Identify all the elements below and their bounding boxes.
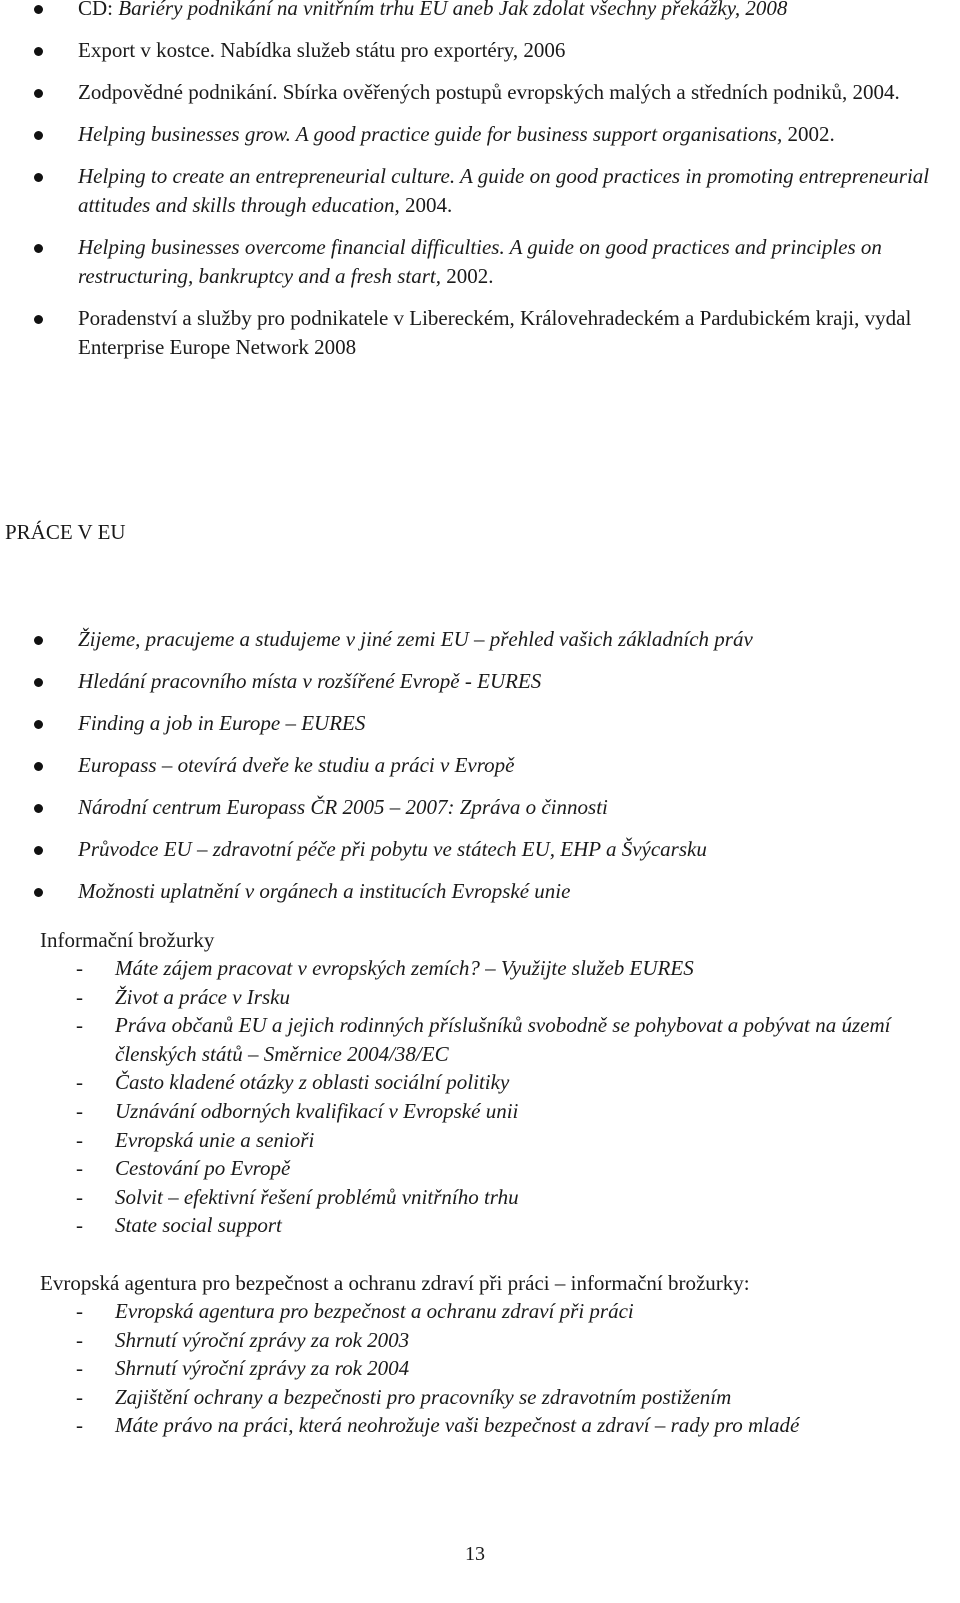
dash-marker: - <box>76 956 83 980</box>
dash-marker: - <box>76 1098 83 1123</box>
list-item-title: Europass – otevírá dveře ke studiu a práci v Evropě <box>78 753 515 777</box>
business-publications-list <box>0 0 940 375</box>
list-item-title: Shrnutí výroční zprávy za rok 2003 <box>115 1327 410 1352</box>
list-item-title: Máte zájem pracovat v evropských zemích? – Využijte služeb EURES <box>115 956 694 980</box>
list-item-year: 2002. <box>441 264 494 288</box>
list-item-year: 2004. <box>399 193 453 217</box>
list-item <box>0 0 940 23</box>
list-item <box>0 1326 945 1355</box>
bullet-icon <box>34 846 43 855</box>
list-item <box>0 983 945 1012</box>
list-item-title: Helping businesses grow. A good practice guide for business support organisations, <box>78 122 783 146</box>
list-item-title: Žijeme, pracujeme a studujeme v jiné zemi EU – přehled vašich základních práv <box>78 627 753 651</box>
dash-marker: - <box>76 1156 83 1181</box>
list-item <box>0 751 940 780</box>
list-item-title: Práva občanů EU a jejich rodinných příslušníků svobodně se pohybovat a pobývat na území členských států – Směrnice 2004/38/EC <box>115 1013 891 1066</box>
list-item <box>0 1097 945 1126</box>
bullet-icon <box>34 315 43 324</box>
list-item <box>0 304 940 362</box>
bullet-icon <box>34 762 43 771</box>
list-item-title: Finding a job in Europe – EURES <box>78 711 366 735</box>
list-item <box>0 625 940 654</box>
osha-brochures-list <box>0 1297 945 1440</box>
list-item-text: Zodpovědné podnikání. Sbírka ověřených postupů evropských malých a středních podniků, 2004. <box>78 80 900 104</box>
list-item <box>0 1354 945 1383</box>
bullet-icon <box>34 678 43 687</box>
dash-marker: - <box>76 1327 83 1352</box>
list-item-title: Uznávání odborných kvalifikací v Evropské unii <box>115 1098 519 1123</box>
info-brochures-list <box>0 954 945 1240</box>
bullet-icon <box>34 244 43 253</box>
list-item-title: Možnosti uplatnění v orgánech a institucích Evropské unie <box>78 879 571 903</box>
osha-brochures-heading: Evropská agentura pro bezpečnost a ochranu zdraví při práci – informační brožurky: <box>40 1271 750 1295</box>
list-item-title: State social support <box>115 1213 282 1238</box>
list-item <box>0 1068 945 1097</box>
bullet-icon <box>34 804 43 813</box>
list-item-title: Zajištění ochrany a bezpečnosti pro pracovníky se zdravotním postižením <box>115 1384 732 1409</box>
dash-marker: - <box>76 1413 83 1438</box>
list-item <box>0 877 940 906</box>
list-item-text: Poradenství a služby pro podnikatele v Libereckém, Královehradeckém a Pardubickém kraji, vydal Enterprise Europe Network 2008 <box>78 306 912 359</box>
list-item-title: Často kladené otázky z oblasti sociální politiky <box>115 1070 510 1095</box>
bullet-icon <box>34 89 43 98</box>
list-item <box>0 120 940 149</box>
list-item <box>0 667 940 696</box>
dash-marker: - <box>76 1070 83 1095</box>
page-number: 13 <box>465 1543 485 1565</box>
list-item-title: Průvodce EU – zdravotní péče při pobytu ve státech EU, EHP a Švýcarsku <box>78 837 707 861</box>
list-item-text: Export v kostce. Nabídka služeb státu pro exportéry, 2006 <box>78 38 566 62</box>
info-brochures-heading: Informační brožurky <box>40 928 215 952</box>
list-item <box>0 36 940 65</box>
dash-marker: - <box>76 1384 83 1409</box>
list-item <box>0 954 945 983</box>
list-item <box>0 1411 945 1440</box>
list-item-title: Hledání pracovního místa v rozšířené Evropě - EURES <box>78 669 542 693</box>
list-item <box>0 233 940 291</box>
dash-marker: - <box>76 1299 83 1323</box>
list-item <box>0 835 940 864</box>
list-item-title: Evropská agentura pro bezpečnost a ochranu zdraví při práci <box>115 1299 634 1323</box>
dash-marker: - <box>76 1356 83 1381</box>
list-item <box>0 78 940 107</box>
bullet-icon <box>34 47 43 56</box>
bullet-icon <box>34 636 43 645</box>
list-item-title: Cestování po Evropě <box>115 1156 291 1181</box>
list-item-title: Helping to create an entrepreneurial culture. A guide on good practices in promoting entrepreneurial attitudes and skills through education, <box>78 164 930 217</box>
list-item <box>0 1383 945 1412</box>
dash-marker: - <box>76 1013 83 1038</box>
bullet-icon <box>34 720 43 729</box>
section-heading: PRÁCE V EU <box>5 520 126 544</box>
bullet-icon <box>34 173 43 182</box>
list-item-title: Život a práce v Irsku <box>115 984 290 1009</box>
list-item-title: Solvit – efektivní řešení problémů vnitřního trhu <box>115 1184 519 1209</box>
list-item <box>0 1011 945 1068</box>
list-item-text: CD: <box>78 0 119 20</box>
list-item <box>0 1211 945 1240</box>
bullet-icon <box>34 5 43 14</box>
dash-marker: - <box>76 984 83 1009</box>
dash-marker: - <box>76 1213 83 1238</box>
work-in-eu-list <box>0 625 940 919</box>
list-item-title: Helping businesses overcome financial difficulties. A guide on good practices and principles on restructuring, bankruptcy and a fresh start, <box>78 235 882 288</box>
dash-marker: - <box>76 1127 83 1152</box>
list-item <box>0 162 940 220</box>
bullet-icon <box>34 131 43 140</box>
list-item-title: Máte právo na práci, která neohrožuje vaši bezpečnost a zdraví – rady pro mladé <box>115 1413 800 1438</box>
list-item <box>0 1126 945 1155</box>
list-item-title: Evropská unie a senioři <box>115 1127 315 1152</box>
list-item <box>0 709 940 738</box>
list-item <box>0 1297 945 1326</box>
dash-marker: - <box>76 1184 83 1209</box>
list-item-title: Shrnutí výroční zprávy za rok 2004 <box>115 1356 410 1381</box>
list-item <box>0 1183 945 1212</box>
list-item-year: 2002. <box>782 122 835 146</box>
list-item-title: Národní centrum Europass ČR 2005 – 2007: Zpráva o činnosti <box>78 795 608 819</box>
list-item <box>0 793 940 822</box>
list-item <box>0 1154 945 1183</box>
bullet-icon <box>34 888 43 897</box>
list-item-title: Bariéry podnikání na vnitřním trhu EU aneb Jak zdolat všechny překážky, 2008 <box>118 0 788 20</box>
